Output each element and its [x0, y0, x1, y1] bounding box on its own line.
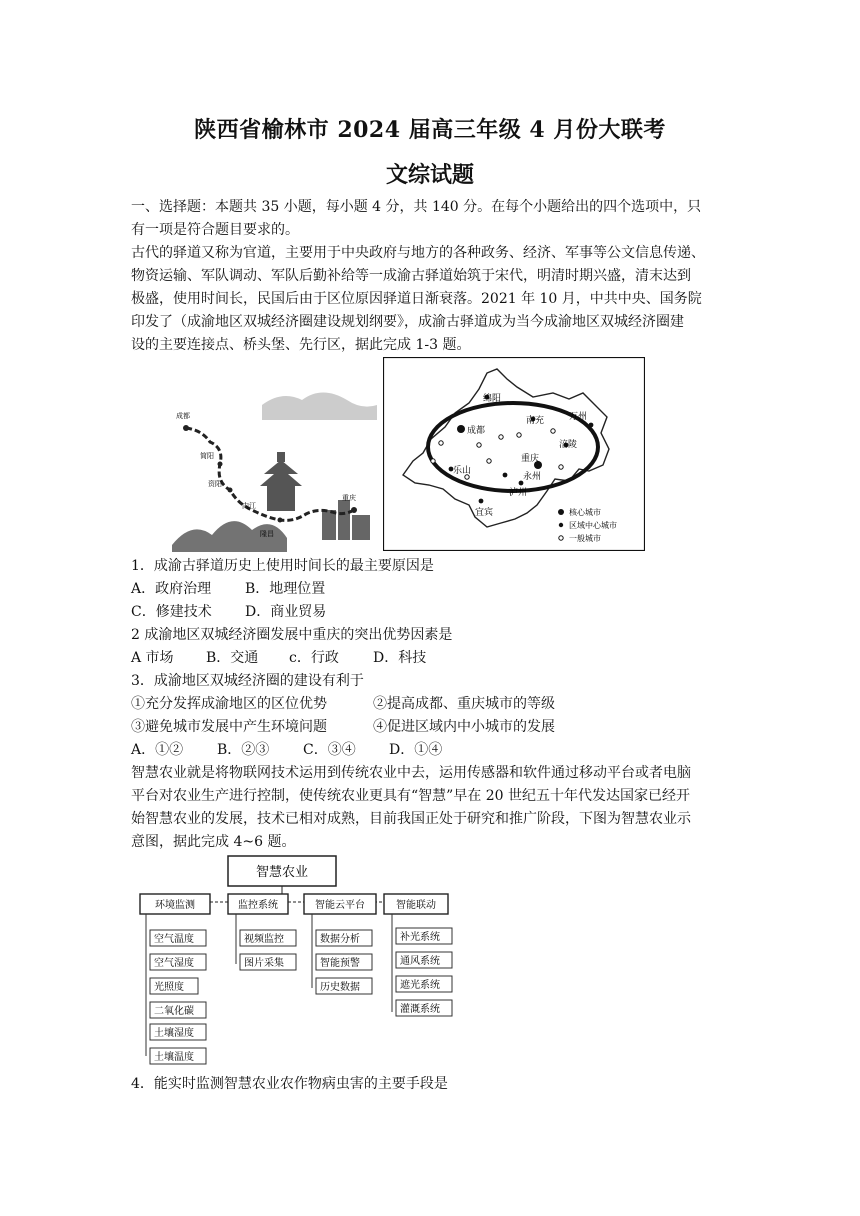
category-link-title: 智能联动 — [396, 900, 436, 911]
q3-stem: 3．成渝地区双城经济圈的建设有利于 — [131, 673, 364, 689]
city-label-leshan: 乐山 — [453, 466, 472, 476]
passage2-line-2: 平台对农业生产进行控制，使传统农业更具有“智慧”早在 20 世纪五十年代发达国家已经开 — [131, 788, 691, 804]
passage1-line-5: 设的主要连接点、桥头堡、先行区，据此完成 1-3 题。 — [131, 337, 471, 353]
chengyu-region-map — [383, 357, 645, 551]
env-item: 土壤湿度 — [154, 1028, 194, 1039]
q3-statement-3: ③避免城市发展中产生环境问题 — [131, 719, 327, 735]
cloud-item: 历史数据 — [320, 982, 360, 993]
passage2-line-1: 智慧农业就是将物联网技术运用到传统农业中去，运用传感器和软件通过移动平台或者电脑 — [131, 765, 691, 781]
env-item: 空气湿度 — [154, 958, 194, 969]
route-label-ziyang: 资阳 — [208, 480, 222, 488]
category-env-title: 环境监测 — [155, 900, 195, 911]
q3-option-b: B．②③ — [217, 742, 270, 758]
q1-stem: 1．成渝古驿道历史上使用时间长的最主要原因是 — [131, 558, 434, 574]
q2-option-c: c．行政 — [289, 650, 339, 666]
post-road-illustration — [172, 360, 377, 552]
city-label-chengdu: 成都 — [467, 426, 486, 436]
passage2-line-4: 意图，据此完成 4~6 题。 — [131, 834, 296, 850]
env-item: 空气温度 — [154, 934, 194, 945]
cloud-item: 智能预警 — [320, 958, 360, 969]
section-intro-line-1: 一、选择题：本题共 35 小题，每小题 4 分，共 140 分。在每个小题给出的四个选项中，只 — [131, 199, 702, 215]
q1-option-d: D．商业贸易 — [245, 604, 327, 620]
city-label-chongqing: 重庆 — [521, 454, 540, 464]
passage1-line-3: 极盛，使用时间长，民国后由于区位原因驿道日渐衰落。2021 年 10 月，中共中央、国务院 — [131, 291, 702, 307]
env-item: 二氧化碳 — [154, 1006, 194, 1017]
category-cloud-title: 智能云平台 — [315, 900, 365, 911]
q2-option-b: B．交通 — [206, 650, 259, 666]
city-label-nanchong: 南充 — [526, 416, 545, 426]
q1-option-a: A．政府治理 — [131, 581, 212, 597]
link-item: 通风系统 — [400, 956, 440, 967]
route-label-chengdu: 成都 — [176, 412, 190, 420]
q1-option-c: C．修建技术 — [131, 604, 212, 620]
q3-statement-4: ④促进区域内中小城市的发展 — [373, 719, 555, 735]
exam-subtitle: 文综试题 — [385, 162, 474, 188]
monitor-item: 图片采集 — [244, 958, 284, 969]
q3-option-c: C．③④ — [303, 742, 356, 758]
link-item: 遮光系统 — [400, 980, 440, 991]
passage1-line-1: 古代的驿道又称为官道，主要用于中央政府与地方的各种政务、经济、军事等公文信息传递、 — [131, 245, 705, 261]
q2-option-d: D．科技 — [373, 650, 427, 666]
route-label-neijiang: 内江 — [242, 502, 256, 510]
cloud-item: 数据分析 — [320, 934, 360, 945]
route-label-chongqing: 重庆 — [342, 494, 356, 502]
city-label-wanzhou: 万州 — [569, 412, 588, 422]
city-label-mianyang: 绵阳 — [483, 394, 502, 404]
q2-option-a: A 市场 — [131, 650, 174, 666]
city-label-yibin: 宜宾 — [475, 508, 494, 518]
link-item: 补光系统 — [400, 932, 440, 943]
category-monitor-title: 监控系统 — [238, 900, 278, 911]
q3-statement-2: ②提高成都、重庆城市的等级 — [373, 696, 555, 712]
link-item: 灌溉系统 — [400, 1004, 440, 1015]
city-label-yongchuan: 永州 — [523, 472, 542, 482]
monitor-item: 视频监控 — [244, 934, 284, 945]
section-intro-line-2: 有一项是符合题目要求的。 — [131, 222, 299, 238]
env-item: 土壤温度 — [154, 1052, 194, 1063]
route-label-jianyang: 简阳 — [200, 452, 214, 460]
legend-regional-city: 区域中心城市 — [569, 521, 617, 530]
route-label-longchang: 隆昌 — [260, 530, 274, 538]
city-label-fuling: 涪陵 — [559, 440, 578, 450]
city-label-luzhou: 泸州 — [509, 488, 528, 498]
smart-agriculture-diagram — [132, 852, 462, 1068]
legend-general-city: 一般城市 — [569, 534, 601, 543]
legend-core-city: 核心城市 — [569, 508, 601, 517]
passage1-line-2: 物资运输、军队调动、军队后勤补给等一成渝古驿道始筑于宋代，明清时期兴盛，清末达到 — [131, 268, 691, 284]
passage1-line-4: 印发了（成渝地区双城经济圈建设规划纲要》，成渝古驿道成为当今成渝地区双城经济圈建 — [131, 314, 684, 330]
env-item: 光照度 — [154, 982, 184, 993]
passage2-line-3: 始智慧农业的发展，技术已相对成熟，目前我国正处于研究和推广阶段，下图为智慧农业示 — [131, 811, 691, 827]
q3-statement-1: ①充分发挥成渝地区的区位优势 — [131, 696, 327, 712]
q4-stem: 4．能实时监测智慧农业农作物病虫害的主要手段是 — [131, 1076, 448, 1092]
q3-option-a: A．①② — [131, 742, 184, 758]
q3-option-d: D．①④ — [389, 742, 443, 758]
diagram-root: 智慧农业 — [255, 865, 309, 880]
q1-option-b: B．地理位置 — [245, 581, 326, 597]
q2-stem: 2 成渝地区双城经济圈发展中重庆的突出优势因素是 — [131, 627, 453, 643]
exam-title: 陕西省榆林市 2024 届高三年级 4 月份大联考 — [194, 117, 666, 143]
